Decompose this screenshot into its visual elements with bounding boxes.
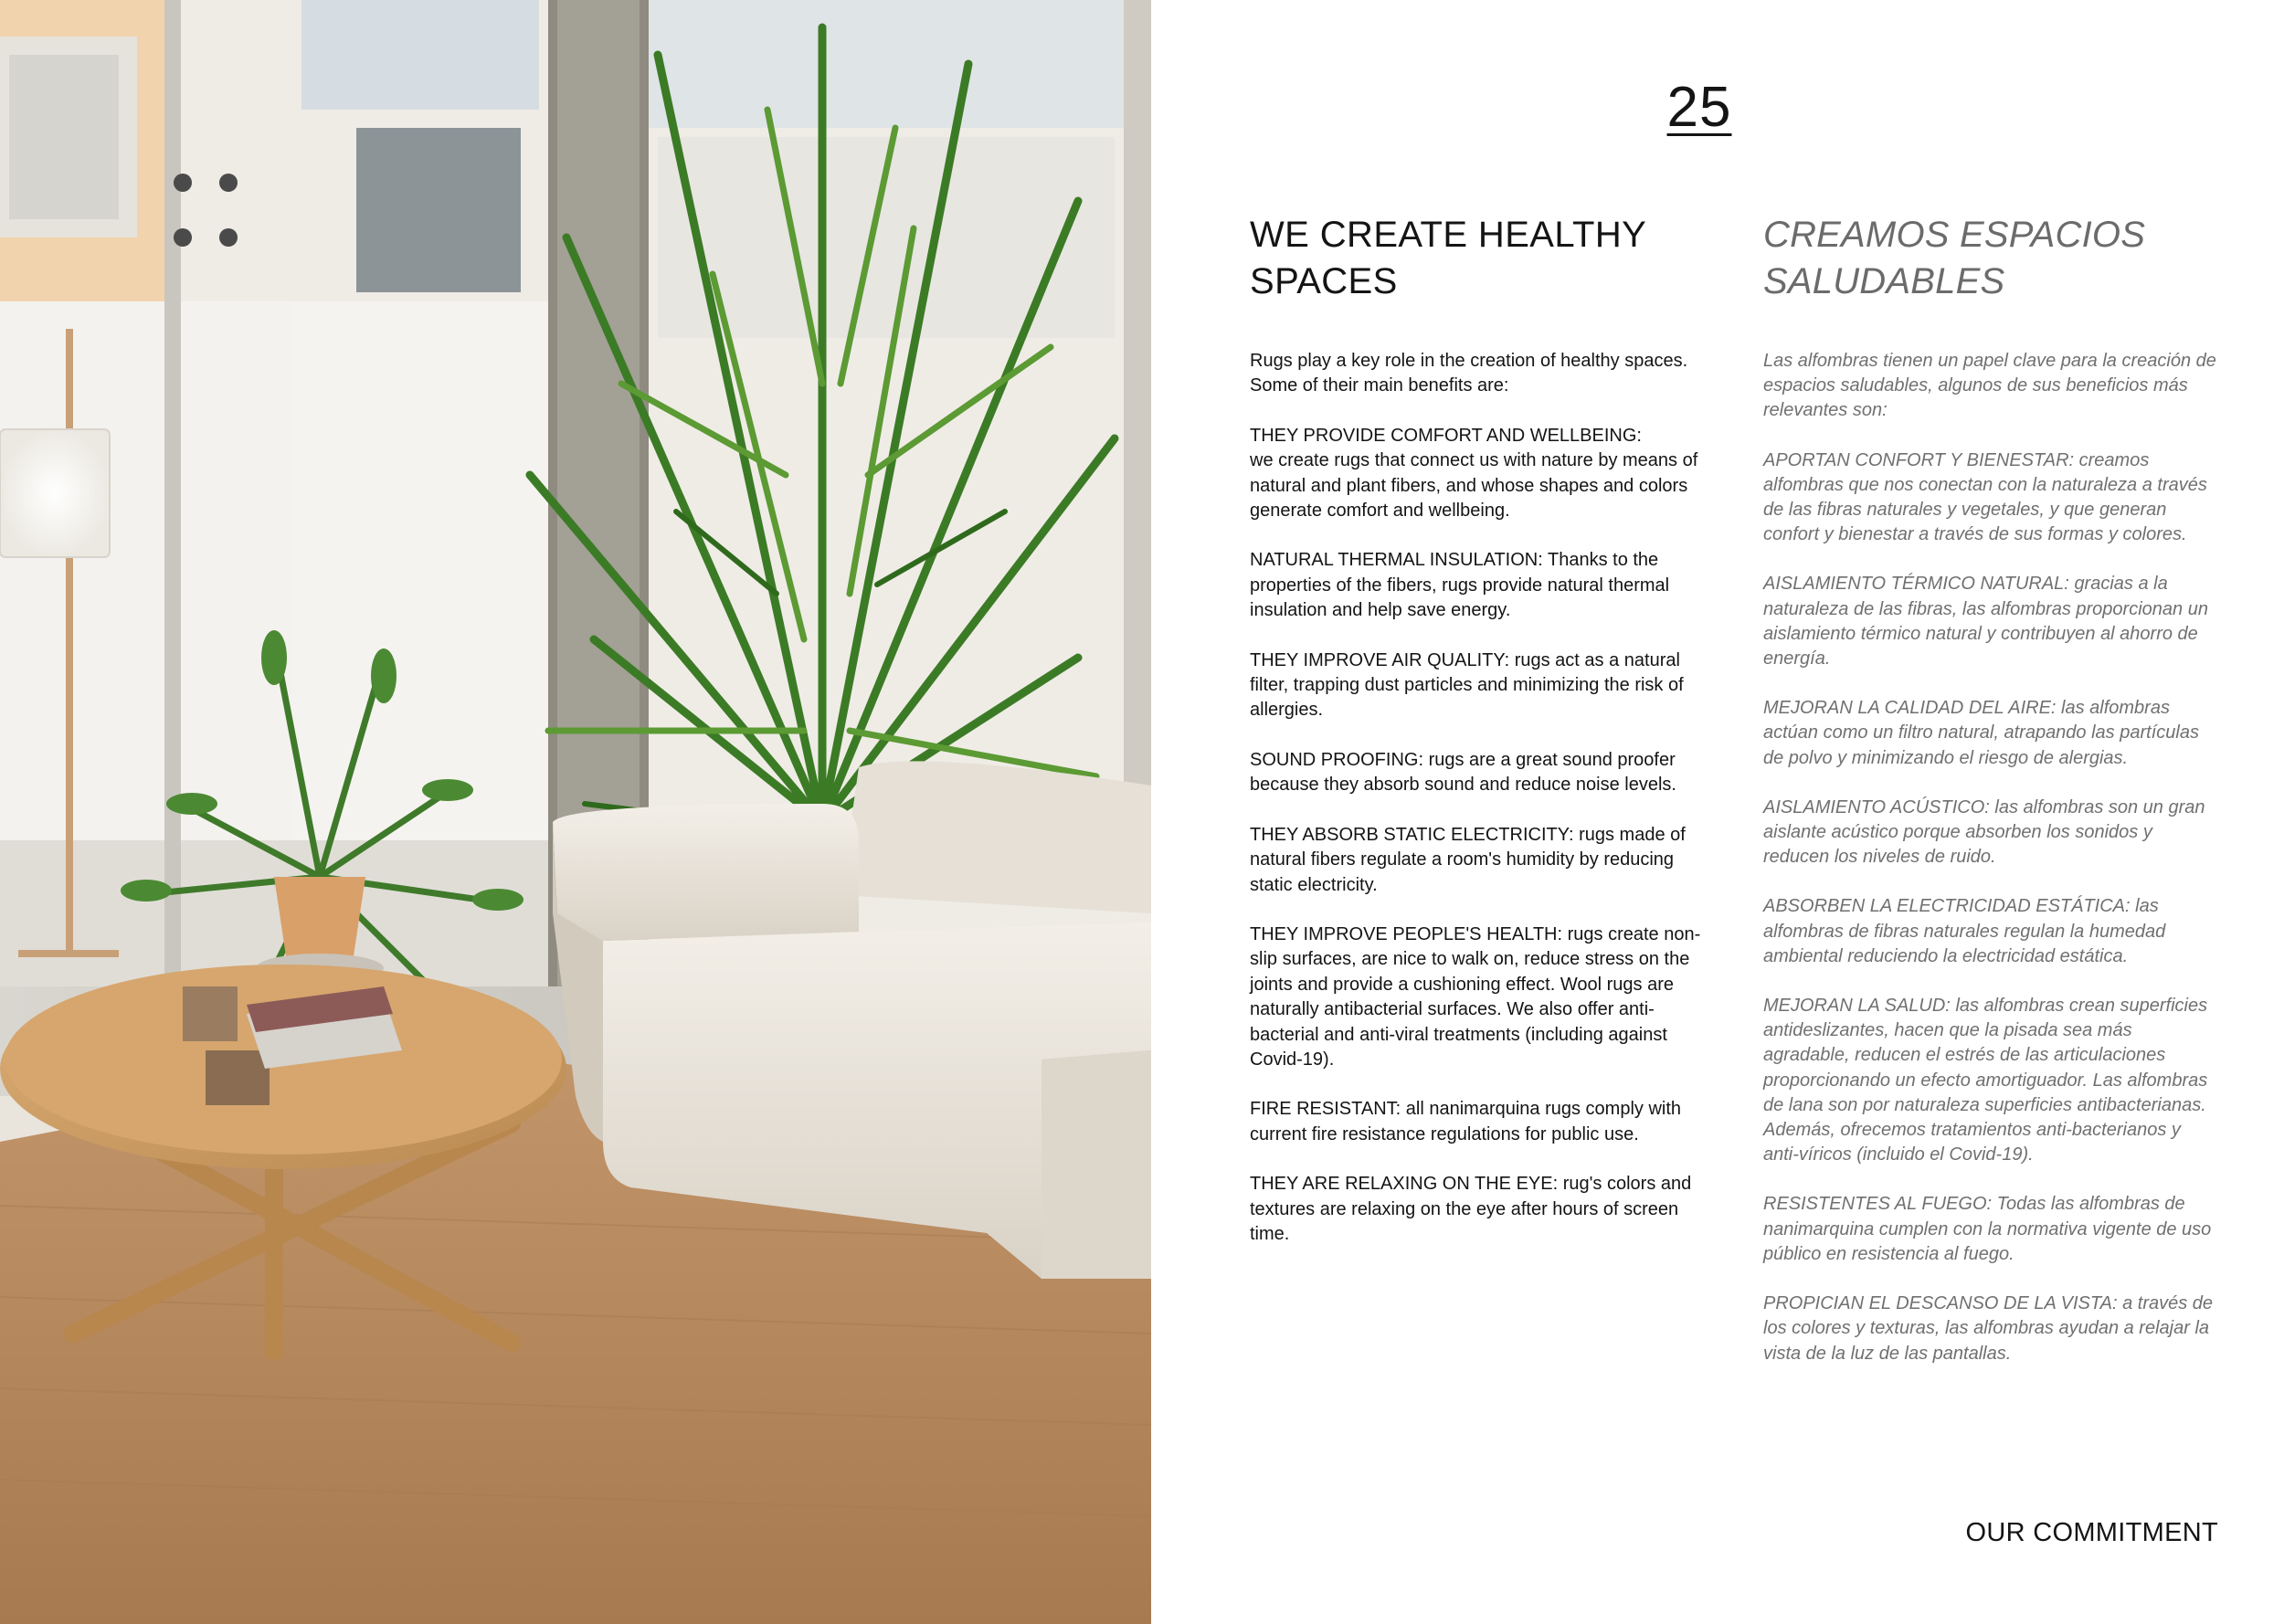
benefit-text: a través de los colores y texturas, las alfombras ayudan a relajar la vista de la luz de las pantallas. [1763, 1293, 2214, 1364]
benefit-thermal [1250, 548, 1716, 623]
beneficio-acustico [1763, 796, 2220, 870]
spanish-body [1763, 349, 2220, 1366]
beneficio-fuego [1763, 1192, 2220, 1267]
benefit-heading: ABSORBEN LA ELECTRICIDAD ESTÁTICA: [1763, 896, 2131, 917]
benefit-heading: THEY ARE RELAXING ON THE EYE: [1250, 1174, 1559, 1195]
benefit-heading: SOUND PROOFING: [1250, 749, 1424, 770]
english-body [1250, 349, 1716, 1247]
beneficio-estatica [1763, 894, 2220, 969]
benefit-heading: THEY PROVIDE COMFORT AND WELLBEING: [1250, 425, 1642, 446]
benefit-heading: THEY IMPROVE AIR QUALITY: [1250, 649, 1510, 670]
benefit-heading: THEY ABSORB STATIC ELECTRICITY: [1250, 824, 1574, 845]
english-title: WE CREATE HEALTHY SPACES [1250, 215, 1646, 301]
benefit-text: Thanks to the properties of the fibers, rugs provide natural thermal insulation and help save energy. [1250, 550, 1670, 621]
benefit-heading: AISLAMIENTO ACÚSTICO: [1763, 796, 1990, 817]
benefit-heading: PROPICIAN EL DESCANSO DE LA VISTA: [1763, 1293, 2118, 1314]
beneficio-salud [1763, 994, 2220, 1167]
benefit-eye [1250, 1172, 1716, 1247]
section-footer: OUR COMMITMENT [1965, 1518, 2218, 1547]
benefit-text: rugs act as a natural filter, trapping dust particles and minimizing the risk of allergies. [1250, 649, 1684, 721]
benefit-text: las alfombras de fibras naturales regulan la humedad ambiental reduciendo la electricidad estática. [1763, 896, 2166, 966]
benefit-air [1250, 649, 1716, 723]
benefit-heading: MEJORAN LA CALIDAD DEL AIRE: [1763, 698, 2057, 719]
benefit-heading: THEY IMPROVE PEOPLE'S HEALTH: [1250, 923, 1563, 944]
benefit-comfort [1250, 424, 1716, 524]
benefit-text: rugs create non-slip surfaces, are nice to walk on, reduce stress on the joints and provide a cushioning effect. Wool rugs are naturally antibacterial surfaces. We also offer anti-bacterial and anti-viral treatments (including against Covid-19). [1250, 923, 1701, 1070]
spanish-intro: Las alfombras tienen un papel clave para la creación de espacios saludables, algunos de sus beneficios más relevantes son: [1763, 351, 2216, 421]
beneficio-confort [1763, 448, 2220, 548]
benefit-text: rug's colors and textures are relaxing on the eye after hours of screen time. [1250, 1174, 1692, 1244]
benefit-heading: AISLAMIENTO TÉRMICO NATURAL: [1763, 574, 2069, 595]
benefit-text: gracias a la naturaleza de las fibras, las alfombras proporcionan un aislamiento térmico natural y contribuyen al ahorro de energía. [1763, 574, 2208, 670]
beneficio-vista [1763, 1292, 2220, 1366]
english-intro: Rugs play a key role in the creation of healthy spaces. Some of their main benefits are: [1250, 351, 1688, 396]
benefit-text: rugs are a great sound proofer because they absorb sound and reduce noise levels. [1250, 749, 1676, 796]
page-number: 25 [1666, 76, 1732, 139]
benefit-text: all nanimarquina rugs comply with current fire resistance regulations for public use. [1250, 1099, 1682, 1144]
benefit-text: creamos alfombras que nos conectan con la naturaleza a través de las fibras naturales y vegetales, y que generan confort y bienestar a través de sus formas y colores. [1763, 449, 2207, 545]
benefit-heading: RESISTENTES AL FUEGO: [1763, 1194, 1993, 1215]
benefit-heading: FIRE RESISTANT: [1250, 1099, 1401, 1120]
benefit-text: Todas las alfombras de nanimarquina cumplen con la normativa vigente de uso público en resistencia al fuego. [1763, 1194, 2212, 1264]
spanish-title: CREAMOS ESPACIOS SALUDABLES [1763, 215, 2146, 301]
benefit-text: we create rugs that connect us with nature by means of natural and plant fibers, and whose shapes and colors generate comfort and wellbeing. [1250, 450, 1698, 522]
benefit-sound [1250, 748, 1716, 798]
spanish-column [1763, 212, 2220, 1391]
benefit-heading: MEJORAN LA SALUD: [1763, 996, 1951, 1017]
benefit-text: las alfombras son un gran aislante acústico porque absorben los sonidos y reducen los niveles de ruido. [1763, 796, 2205, 868]
benefit-heading: APORTAN CONFORT Y BIENESTAR: [1763, 449, 2075, 470]
benefit-text: las alfombras crean superficies antideslizantes, hacen que la pisada sea más agradable, reducen el estrés de las articulaciones proporcionando un efecto amortiguador. Las alfombras de lana son por naturaleza superficies antibacterianas. Además, ofrecemos tratamientos anti-bacterianos y anti-víricos (incluido el Covid-19). [1763, 996, 2208, 1165]
benefit-heading: NATURAL THERMAL INSULATION: [1250, 550, 1543, 571]
benefit-fire [1250, 1097, 1716, 1147]
benefit-health [1250, 923, 1716, 1072]
benefit-static [1250, 823, 1716, 898]
benefit-text: las alfombras actúan como un filtro natural, atrapando las partículas de polvo y minimizando el riesgo de alergias. [1763, 698, 2199, 768]
beneficio-aire [1763, 696, 2220, 771]
beneficio-termico [1763, 572, 2220, 671]
benefit-text: rugs made of natural fibers regulate a room's humidity by reducing static electricity. [1250, 824, 1686, 895]
english-column [1250, 212, 1716, 1271]
